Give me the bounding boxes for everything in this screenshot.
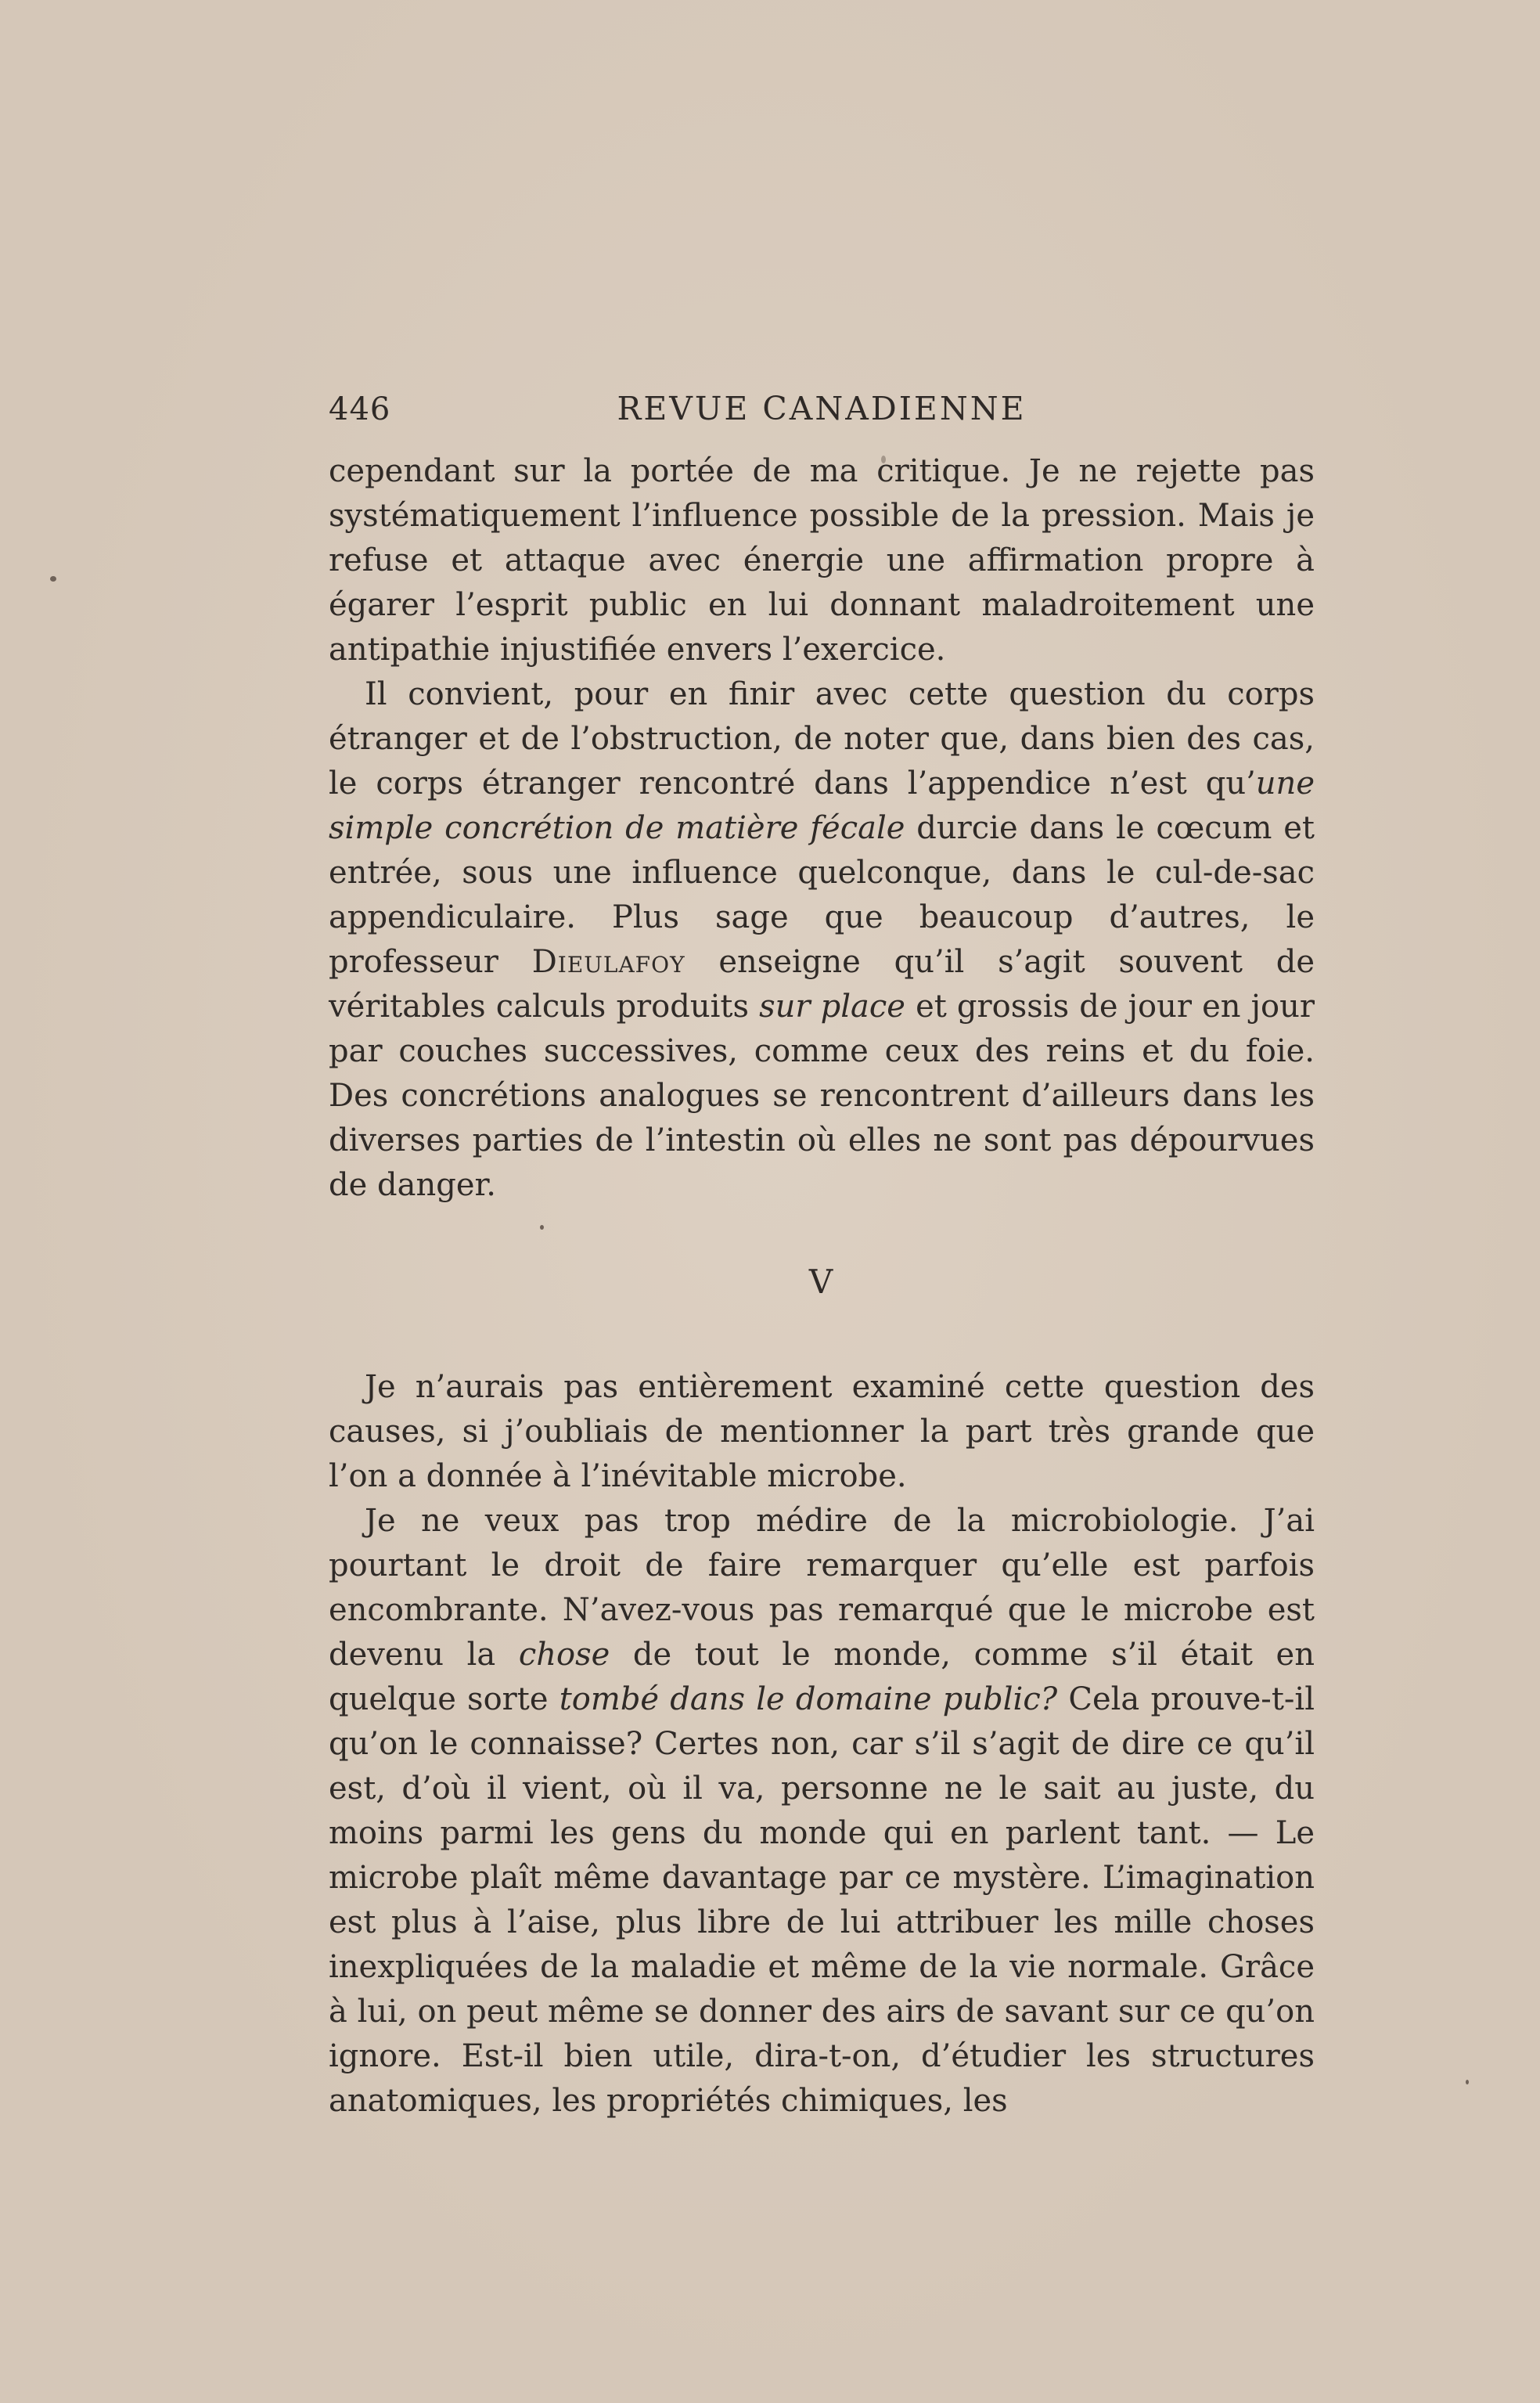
text-run: durcie dans le cœcum et entrée, sous une influence quelconque, dans le cul-de-sac appendiculaire. Plus sage que beaucoup d’autres, le professeur <box>329 810 1315 980</box>
running-head <box>329 384 1315 438</box>
page-number: 446 <box>329 391 391 427</box>
italic-run: chose <box>518 1637 610 1673</box>
paper-speck <box>50 576 56 582</box>
paragraph-microbiology <box>329 1499 1315 2124</box>
paragraph-microbe-intro: Je n’aurais pas entièrement examiné cette question des causes, si j’oubliais de mentionner la part très grande que l’on a donnée à l’inévitable microbe. <box>329 1369 1315 1494</box>
text-run: Il convient, pour en finir avec cette question du corps étranger et de l’obstruction, de noter que, dans bien des cas, le corps étranger rencontré dans l’appendice n’est qu’ <box>329 676 1315 802</box>
italic-run: tombé dans le domaine public? <box>559 1681 1058 1717</box>
journal-title: REVUE CANADIENNE <box>617 390 1027 427</box>
italic-run: sur place <box>759 989 905 1025</box>
text-run: et grossis de jour en jour par couches successives, comme ceux des reins et du foie. Des concrétions analogues se rencontrent d’ailleurs dans les diverses parties de l’intestin où elles ne sont pas dépourvues de danger. <box>329 989 1315 1203</box>
text-run: de tout le monde, comme s’il était en quelque sorte <box>329 1637 1315 1717</box>
text-run: Je ne veux pas trop médire de la microbiologie. J’ai pourtant le droit de faire remarquer qu’elle est parfois encombrante. N’avez-vous pas remarqué que le microbe est devenu la <box>329 1503 1315 1673</box>
text-run: Cela prouve-t-il qu’on le connaisse? Certes non, car s’il s’agit de dire ce qu’il est, d’où il vient, où il va, personne ne le sait au juste, du moins parmi les gens du monde qui en parlent tant. — Le microbe plaît même davantage par ce mystère. L’imagination est plus à l’aise, plus libre de lui attribuer les mille choses inexpliquées de la maladie et même de la vie normale. Grâce à lui, on peut même se donner des airs de savant sur ce qu’on ignore. Est-il bien utile, dira-t-on, d’étudier les structures anatomiques, les propriétés chimiques, les <box>329 1681 1315 2119</box>
paper-speck <box>1466 2080 1469 2084</box>
paragraph-foreign-body <box>329 672 1315 1208</box>
text-block <box>329 384 1315 2124</box>
italic-run: une simple concrétion de matière fécale <box>329 766 1315 846</box>
text-run: enseigne qu’il s’agit souvent de véritables calculs produits <box>329 944 1315 1025</box>
paragraph-continuation: cependant sur la portée de ma critique. Je ne rejette pas systématiquement l’influence possible de la pression. Mais je refuse et attaque avec énergie une affirmation propre à égarer l’esprit public en lui donnant maladroitement une antipathie injustifiée envers l’exercice. <box>329 453 1315 668</box>
section-heading: V <box>808 1263 835 1301</box>
author-name: Dieulafoy <box>531 944 685 980</box>
